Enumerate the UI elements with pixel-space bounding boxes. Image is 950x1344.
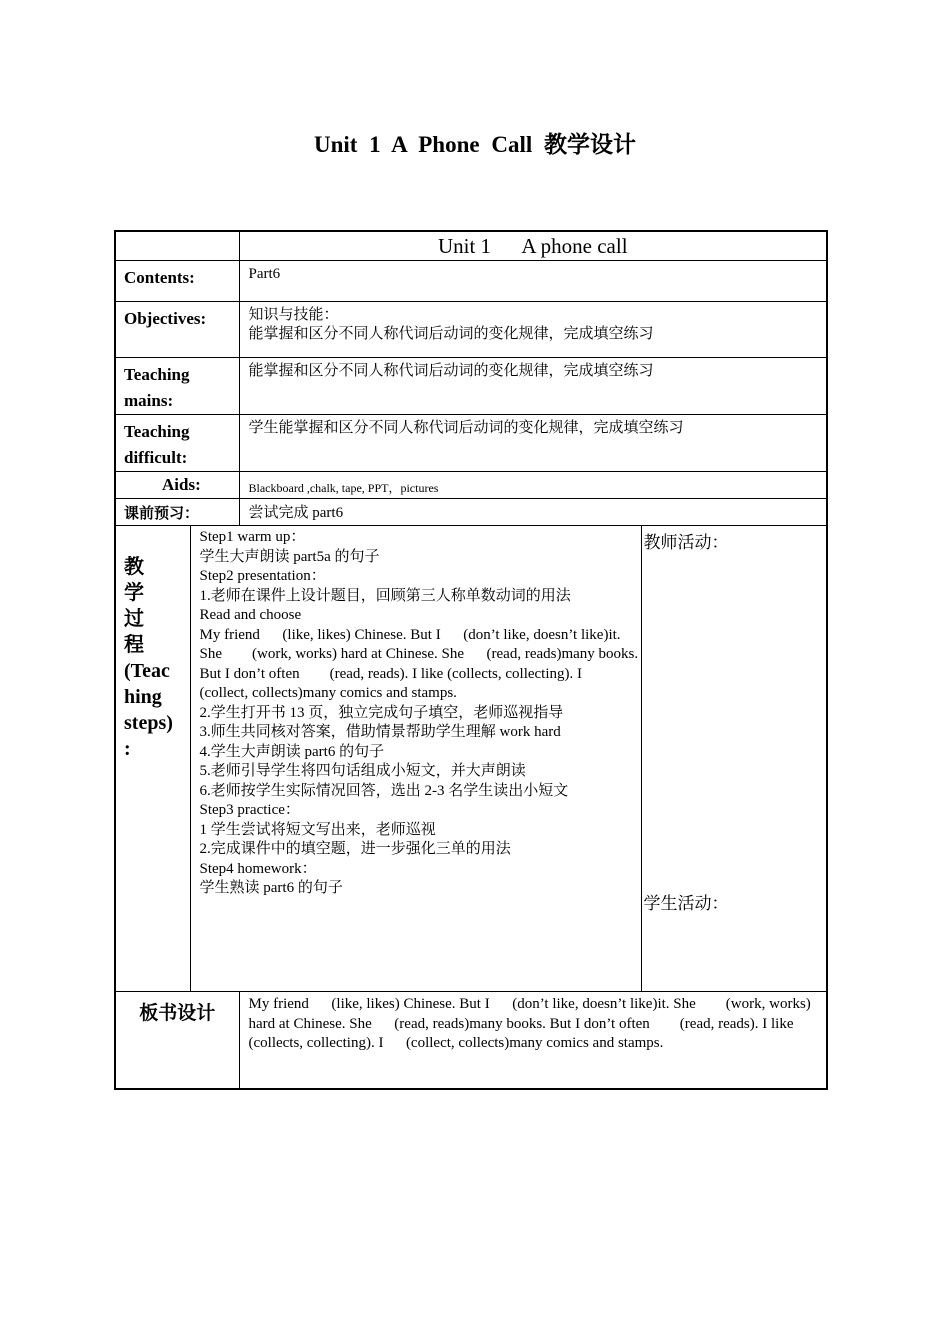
side-label-line: :	[124, 738, 131, 760]
aids-row	[115, 472, 827, 499]
teacher-activity-label: 教师活动：	[643, 533, 729, 552]
objectives-value	[239, 302, 827, 358]
step-line: 4.学生大声朗读 part6 的句子	[199, 743, 385, 760]
board-design-row	[115, 992, 827, 1089]
step-line: 1.老师在课件上设计题目，回顾第三人称单数动词的用法	[199, 587, 571, 604]
preview-value: 尝试完成 part6	[239, 499, 827, 526]
step-line: 学生熟读 part6 的句子	[199, 880, 343, 896]
step-line: Step4 homework：	[199, 860, 317, 877]
step-line: 1 学生尝试将短文写出来，老师巡视	[199, 821, 436, 838]
teaching-difficult-label-line-1: Teaching	[124, 422, 190, 441]
preview-row	[115, 499, 827, 526]
board-design-label: 板书设计	[115, 992, 239, 1089]
teaching-steps-label	[115, 526, 190, 992]
side-label-line: 学	[124, 582, 144, 604]
aids-label: Aids:	[115, 472, 239, 499]
side-label-line: steps)	[124, 712, 173, 734]
side-label-line: (Teac	[124, 660, 170, 682]
student-activity-label: 学生活动：	[643, 894, 729, 913]
table-header-title: Unit 1 A phone call	[239, 231, 827, 261]
document-title: Unit 1 A Phone Call 教学设计	[313, 132, 636, 157]
step-line: 学生大声朗读 part5a 的句子	[199, 548, 380, 565]
lesson-plan-table	[114, 230, 828, 1090]
teaching-mains-row	[115, 358, 827, 415]
step-line: Step2 presentation：	[199, 568, 326, 584]
contents-label: Contents:	[115, 261, 239, 302]
teaching-difficult-row	[115, 415, 827, 472]
teaching-mains-label-line-2: mains:	[124, 391, 174, 410]
teaching-mains-label	[115, 358, 239, 415]
header-empty-cell	[115, 231, 239, 261]
teaching-difficult-value: 学生能掌握和区分不同人称代词后动词的变化规律，完成填空练习	[239, 415, 827, 472]
step-line: 5.老师引导学生将四句话组成小短文，并大声朗读	[199, 763, 526, 779]
objectives-line-1: 知识与技能：	[248, 307, 339, 323]
side-label-line: 程	[124, 634, 144, 656]
contents-value: Part6	[239, 261, 827, 302]
step-line: 6.老师按学生实际情况回答，选出 2-3 名学生读出小短文	[199, 782, 569, 799]
aids-value: Blackboard ,chalk, tape, PPT，pictures	[239, 472, 827, 499]
teaching-mains-value: 能掌握和区分不同人称代词后动词的变化规律，完成填空练习	[239, 358, 827, 415]
preview-label: 课前预习：	[115, 499, 239, 526]
teaching-difficult-label-line-2: difficult:	[124, 448, 188, 467]
side-label-line: hing	[124, 686, 162, 708]
teaching-mains-label-line-1: Teaching	[124, 365, 190, 384]
teaching-difficult-label	[115, 415, 239, 472]
step-line: 3.师生共同核对答案，借助情景帮助学生理解 work hard	[199, 724, 561, 740]
objectives-line-2: 能掌握和区分不同人称代词后动词的变化规律，完成填空练习	[248, 326, 654, 342]
step-line: My friend (like, likes) Chinese. But I (don’t like, doesn’t like)it. She (work, works) hard at Chinese. She (read, reads)many books. But I don’t often (read, reads). I like (collects, collecting). I (collect, collects)many comics and stamps.	[199, 626, 642, 701]
step-line: 2.学生打开书 13 页，独立完成句子填空，老师巡视指导	[199, 704, 564, 721]
objectives-label: Objectives:	[115, 302, 239, 358]
step-line: Read and choose	[199, 607, 302, 623]
board-design-text: My friend (like, likes) Chinese. But I (don’t like, doesn’t like)it. She (work, works) hard at Chinese. She (read, reads)many books. But I don’t often (read, reads). I like (collects, collecting). I (collect, collects)many comics and stamps.	[239, 992, 827, 1089]
step-line: Step3 practice：	[199, 802, 300, 818]
contents-row	[115, 261, 827, 302]
objectives-row	[115, 302, 827, 358]
step-line: Step1 warm up：	[199, 529, 306, 545]
side-label-line: 过	[124, 608, 144, 630]
teaching-process-row	[115, 526, 827, 992]
header-row	[115, 231, 827, 261]
teaching-steps-content	[190, 526, 641, 992]
activity-column	[641, 526, 827, 992]
step-line: 2.完成课件中的填空题，进一步强化三单的用法	[199, 841, 511, 857]
side-label-line: 教	[124, 556, 144, 578]
